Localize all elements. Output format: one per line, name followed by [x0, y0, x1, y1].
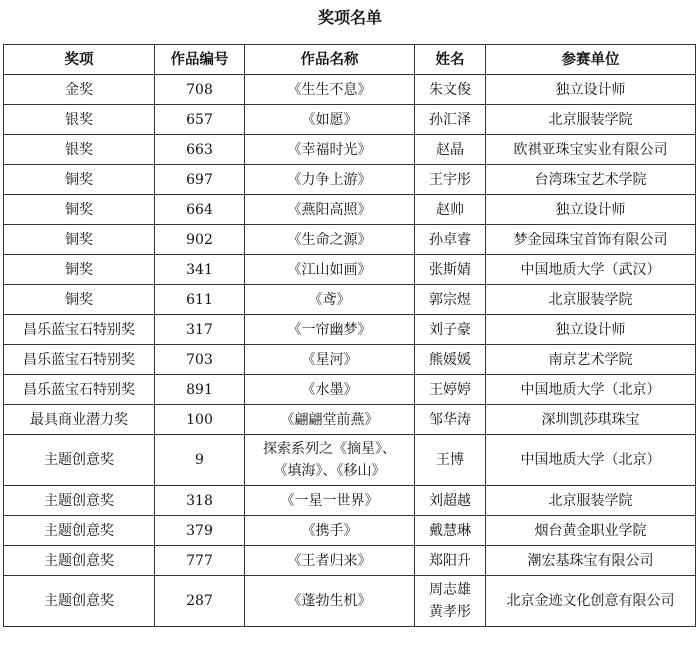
work-title-cell-line: 《填海》、《移山》: [273, 463, 386, 479]
work-title-cell: [245, 576, 415, 627]
name-cell: [415, 435, 486, 486]
name-cell-line: 熊媛媛: [429, 351, 471, 368]
unit-cell: 烟台黄金职业学院: [486, 516, 696, 546]
work-title-cell-line: 《一帘幽梦》: [287, 321, 372, 338]
award-cell: 铜奖: [4, 195, 155, 225]
header-row: [4, 45, 696, 75]
work-title-cell: [245, 105, 415, 135]
unit-cell: 台湾珠宝艺术学院: [486, 165, 696, 195]
name-cell: [415, 225, 486, 255]
award-cell: 铜奖: [4, 165, 155, 195]
work-title-cell: [245, 315, 415, 345]
table-row: [4, 435, 696, 486]
table-row: [4, 135, 696, 165]
work-title-cell-line: 《江山如画》: [287, 261, 372, 278]
table-row: [4, 105, 696, 135]
work-title-cell-line: 《星河》: [301, 351, 358, 368]
name-cell-line: 朱文俊: [429, 81, 471, 98]
table-row: [4, 405, 696, 435]
entry-number-cell: 697: [155, 165, 245, 195]
name-cell: [415, 105, 486, 135]
work-title-cell-line: 《翩翩堂前燕》: [280, 411, 379, 428]
award-cell: 昌乐蓝宝石特别奖: [4, 375, 155, 405]
entry-number-cell: 287: [155, 576, 245, 627]
entry-number-cell: 664: [155, 195, 245, 225]
award-cell: 昌乐蓝宝石特别奖: [4, 345, 155, 375]
work-title-cell-line: 《蓬勃生机》: [287, 593, 372, 609]
name-cell-line: 孙汇泽: [429, 111, 471, 128]
name-cell-line: 张斯婧: [429, 261, 471, 278]
work-title-cell: [245, 165, 415, 195]
name-cell: [415, 345, 486, 375]
table-header: [4, 45, 696, 75]
work-title-cell: [245, 345, 415, 375]
name-cell-line: 王宇彤: [429, 171, 471, 188]
table-row: [4, 516, 696, 546]
work-title-cell-line: 《鸢》: [308, 291, 351, 308]
name-cell-line: 刘子豪: [429, 321, 471, 338]
table-row: [4, 255, 696, 285]
entry-number-cell: 318: [155, 486, 245, 516]
unit-cell: 中国地质大学（北京）: [486, 435, 696, 486]
name-cell-line: 孙卓睿: [429, 231, 471, 248]
award-cell: 银奖: [4, 135, 155, 165]
award-cell: 铜奖: [4, 285, 155, 315]
work-title-cell: [245, 435, 415, 486]
award-cell: 主题创意奖: [4, 435, 155, 486]
work-title-cell-line: 探索系列之《摘星》、: [263, 441, 396, 457]
name-cell-line: 周志雄: [429, 582, 471, 598]
table-body: [4, 75, 696, 627]
name-cell: [415, 375, 486, 405]
entry-number-cell: 341: [155, 255, 245, 285]
unit-cell: 中国地质大学（武汉）: [486, 255, 696, 285]
unit-cell: 独立设计师: [486, 75, 696, 105]
entry-number-cell: 891: [155, 375, 245, 405]
unit-cell: 独立设计师: [486, 195, 696, 225]
award-cell: 最具商业潜力奖: [4, 405, 155, 435]
work-title-cell: [245, 405, 415, 435]
header-award: 奖项: [4, 45, 155, 75]
unit-cell: 北京服装学院: [486, 486, 696, 516]
unit-cell: 北京金迹文化创意有限公司: [486, 576, 696, 627]
work-title-cell: [245, 135, 415, 165]
work-title-cell: [245, 225, 415, 255]
award-cell: 金奖: [4, 75, 155, 105]
work-title-cell: [245, 486, 415, 516]
entry-number-cell: 708: [155, 75, 245, 105]
header-work-title: 作品名称: [245, 45, 415, 75]
entry-number-cell: 657: [155, 105, 245, 135]
unit-cell: 独立设计师: [486, 315, 696, 345]
work-title-cell: [245, 255, 415, 285]
table-row: [4, 315, 696, 345]
name-cell: [415, 195, 486, 225]
name-cell: [415, 516, 486, 546]
name-cell-line: 王博: [436, 452, 464, 468]
work-title-cell: [245, 516, 415, 546]
header-name: 姓名: [415, 45, 486, 75]
name-cell: [415, 486, 486, 516]
name-cell-line: 刘超越: [429, 492, 471, 509]
name-cell-line: 郑阳升: [429, 552, 471, 569]
entry-number-cell: 379: [155, 516, 245, 546]
work-title-cell: [245, 75, 415, 105]
table-row: [4, 75, 696, 105]
work-title-cell-line: 《一星一世界》: [280, 492, 379, 509]
table-row: [4, 195, 696, 225]
table-row: [4, 486, 696, 516]
entry-number-cell: 100: [155, 405, 245, 435]
unit-cell: 南京艺术学院: [486, 345, 696, 375]
table-row: [4, 285, 696, 315]
name-cell: [415, 135, 486, 165]
unit-cell: 深圳凯莎琪珠宝: [486, 405, 696, 435]
work-title-cell-line: 《生命之源》: [287, 231, 372, 248]
award-cell: 主题创意奖: [4, 486, 155, 516]
awards-table: [3, 44, 696, 627]
award-cell: 主题创意奖: [4, 516, 155, 546]
table-row: [4, 375, 696, 405]
entry-number-cell: 902: [155, 225, 245, 255]
unit-cell: 欧祺亚珠宝实业有限公司: [486, 135, 696, 165]
name-cell-line: 戴慧琳: [429, 522, 471, 539]
entry-number-cell: 317: [155, 315, 245, 345]
name-cell-line: 王婷婷: [429, 381, 471, 398]
unit-cell: 北京服装学院: [486, 105, 696, 135]
name-cell: [415, 315, 486, 345]
name-cell: [415, 405, 486, 435]
table-row: [4, 546, 696, 576]
name-cell: [415, 255, 486, 285]
table-row: [4, 225, 696, 255]
award-cell: 铜奖: [4, 225, 155, 255]
work-title-cell: [245, 285, 415, 315]
work-title-cell-line: 《幸福时光》: [287, 141, 372, 158]
header-unit: 参赛单位: [486, 45, 696, 75]
name-cell-line: 郭宗煜: [429, 291, 471, 308]
award-cell: 主题创意奖: [4, 576, 155, 627]
name-cell: [415, 165, 486, 195]
header-entry-number: 作品编号: [155, 45, 245, 75]
table-row: [4, 576, 696, 627]
award-cell: 铜奖: [4, 255, 155, 285]
work-title-cell: [245, 375, 415, 405]
work-title-cell-line: 《水墨》: [301, 381, 358, 398]
table-row: [4, 345, 696, 375]
work-title-cell-line: 《生生不息》: [287, 81, 372, 98]
work-title-cell-line: 《携手》: [301, 522, 358, 539]
work-title-cell-line: 《如愿》: [301, 111, 358, 128]
page-title: 奖项名单: [317, 8, 382, 27]
unit-cell: 潮宏基珠宝有限公司: [486, 546, 696, 576]
work-title-cell: [245, 546, 415, 576]
name-cell: [415, 285, 486, 315]
entry-number-cell: 703: [155, 345, 245, 375]
name-cell: [415, 546, 486, 576]
name-cell: [415, 75, 486, 105]
unit-cell: 中国地质大学（北京）: [486, 375, 696, 405]
work-title-cell-line: 《王者归来》: [287, 552, 372, 569]
entry-number-cell: 663: [155, 135, 245, 165]
work-title-cell-line: 《力争上游》: [287, 171, 372, 188]
name-cell-line: 邹华涛: [429, 411, 471, 428]
table-row: [4, 165, 696, 195]
entry-number-cell: 777: [155, 546, 245, 576]
name-cell-line: 赵晶: [436, 141, 464, 158]
award-cell: 主题创意奖: [4, 546, 155, 576]
award-cell: 银奖: [4, 105, 155, 135]
work-title-cell-line: 《燕阳高照》: [287, 201, 372, 218]
entry-number-cell: 611: [155, 285, 245, 315]
unit-cell: 北京服装学院: [486, 285, 696, 315]
unit-cell: 梦金园珠宝首饰有限公司: [486, 225, 696, 255]
work-title-cell: [245, 195, 415, 225]
name-cell-line: 黄孝彤: [429, 604, 471, 620]
name-cell-line: 赵帅: [436, 201, 464, 218]
entry-number-cell: 9: [155, 435, 245, 486]
name-cell: [415, 576, 486, 627]
award-cell: 昌乐蓝宝石特别奖: [4, 315, 155, 345]
